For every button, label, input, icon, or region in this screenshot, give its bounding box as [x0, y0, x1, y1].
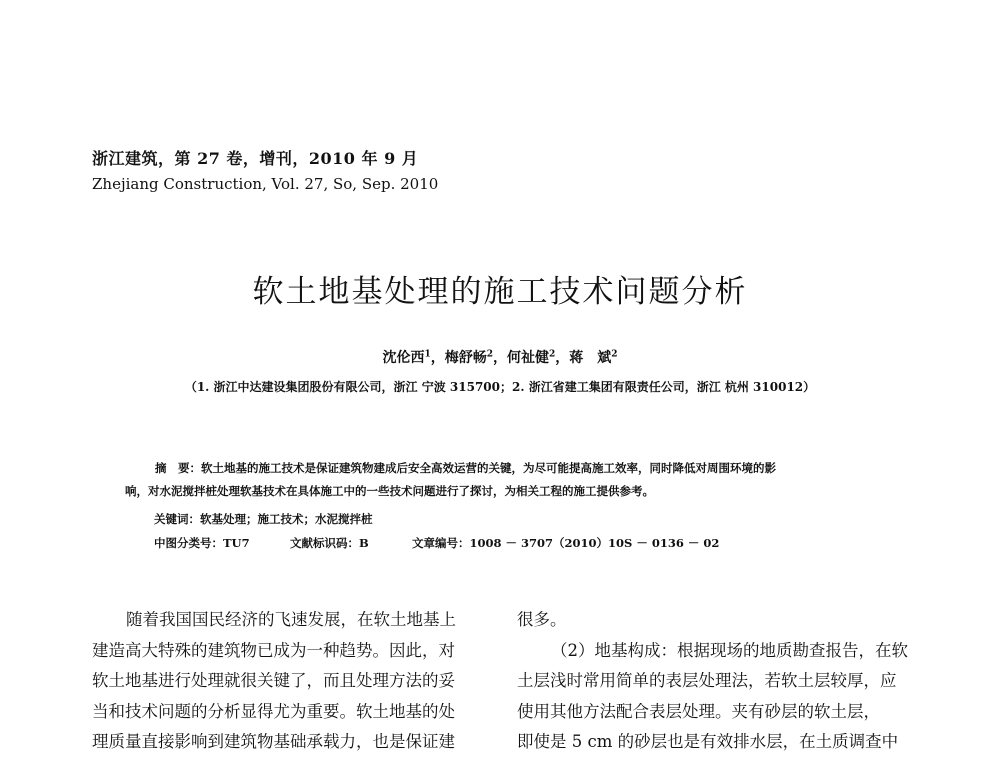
- author-name: 何祉健: [507, 350, 549, 366]
- abstract-line-1: [125, 457, 885, 480]
- clc-label: 中图分类号：: [154, 536, 223, 550]
- body-line: 理质量直接影响到建筑物基础承载力，也是保证建: [92, 732, 455, 751]
- body-line: 建造高大特殊的建筑物已成为一种趋势。因此，对: [92, 640, 455, 660]
- abstract-text-1: 软土地基的施工技术是保证建筑物建成后安全高效运营的关键，为尽可能提高施工效率，同时降低对周围环境的影: [201, 461, 776, 475]
- author-affil-mark: 2: [549, 349, 556, 360]
- clc-code: [154, 535, 290, 551]
- abstract: [125, 457, 885, 503]
- doc-value: B: [359, 536, 369, 550]
- body-line: 当和技术问题的分析显得尤为重要。软土地基的处: [92, 701, 455, 721]
- body-line: 随着我国国民经济的飞速发展，在软土地基上: [126, 610, 456, 629]
- keywords-text: 软基处理；施工技术；水泥搅拌桩: [200, 512, 373, 526]
- journal-citation-en: Zhejiang Construction, Vol. 27, So, Sep. 2010: [92, 175, 439, 193]
- author-name: 梅舒畅: [444, 350, 487, 366]
- paper-title: 软土地基处理的施工技术问题分析: [252, 274, 748, 310]
- author-affil-mark: 2: [486, 349, 493, 360]
- clc-value: TU7: [223, 536, 250, 550]
- body-line: 土层浅时常用简单的表层处理法，若软土层较厚，应: [517, 671, 897, 690]
- body-line: 使用其他方法配合表层处理。夹有砂层的软土层，: [517, 701, 880, 721]
- article-number: [412, 535, 719, 551]
- body-line: （2）地基构成：根据现场的地质勘查报告，在软: [551, 640, 908, 660]
- keywords: [154, 511, 373, 527]
- article-label: 文章编号：: [412, 536, 470, 550]
- abstract-label: 摘 要：: [155, 461, 201, 475]
- doc-code: [290, 535, 412, 551]
- article-value: 1008 － 3707（2010）10S － 0136 － 02: [469, 536, 720, 550]
- keywords-label: 关键词：: [154, 512, 200, 526]
- author-affil-mark: 1: [424, 349, 431, 360]
- body-line: 很多。: [517, 610, 567, 629]
- body-column-left: [92, 605, 492, 758]
- abstract-text-2: 响，对水泥搅拌桩处理软基技术在具体施工中的一些技术问题进行了探讨，为相关工程的施工提供参考。: [125, 484, 654, 498]
- author-name: 沈伦西: [382, 350, 425, 366]
- author-affil-mark: 2: [611, 349, 618, 360]
- body-line: 软土地基进行处理就很关键了，而且处理方法的妥: [92, 671, 455, 690]
- body-line: 即使是 5 cm 的砂层也是有效排水层，在土质调查中: [517, 732, 899, 751]
- doc-label: 文献标识码：: [290, 536, 359, 550]
- classification-row: [154, 535, 719, 551]
- journal-citation-cn: 浙江建筑，第 27 卷，增刊，2010 年 9 月: [92, 149, 419, 168]
- author-name: 蒋 斌: [569, 350, 612, 366]
- affiliations: （1. 浙江中达建设集团股份有限公司，浙江 宁波 315700；2. 浙江省建工集团有限责任公司，浙江 杭州 310012）: [184, 380, 816, 394]
- body-column-right: [517, 605, 917, 758]
- author-list: 沈伦西$^1$，梅舒畅$^2$，何祉健$^2$，蒋 斌$^2$: [382, 349, 618, 366]
